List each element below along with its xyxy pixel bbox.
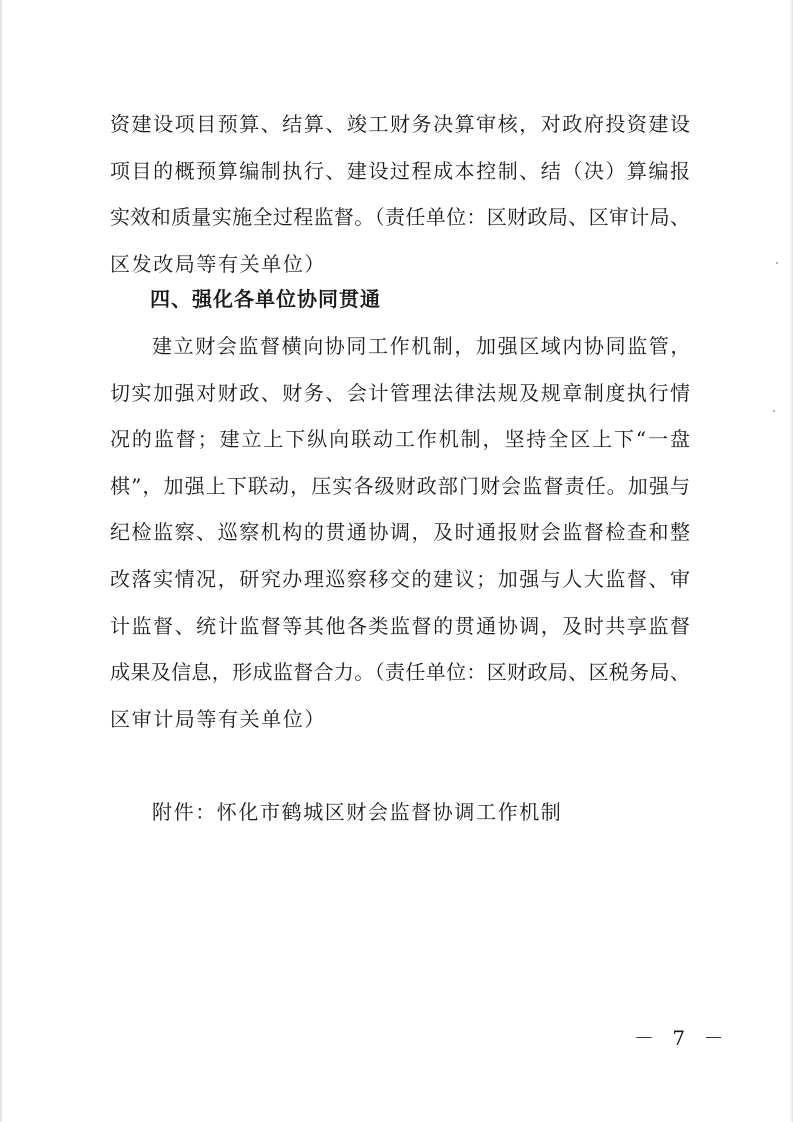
body-line: 项目的概预算编制执行、建设过程成本控制、结（决）算编报	[110, 159, 690, 183]
body-line: 改落实情况，研究办理巡察移交的建议；加强与人大监督、审	[110, 567, 690, 591]
body-line: 切实加强对财政、财务、会计管理法律法规及规章制度执行情	[110, 381, 690, 405]
body-line: 区发改局等有关单位）	[110, 252, 326, 276]
scan-speck	[773, 410, 775, 412]
scan-edge-left	[0, 0, 3, 1122]
section-heading: 四、强化各单位协同贯通	[150, 287, 381, 311]
attachment-note: 附件：怀化市鹤城区财会监督协调工作机制	[152, 800, 563, 824]
body-line: 纪检监察、巡察机构的贯通协调，及时通报财会监督检查和整	[110, 520, 690, 544]
page-number: － 7 －	[634, 1026, 730, 1050]
body-line: 成果及信息，形成监督合力。（责任单位：区财政局、区税务局、	[110, 660, 690, 684]
paragraph-first-line: 建立财会监督横向协同工作机制，加强区域内协同监管，	[152, 334, 692, 358]
body-line: 计监督、统计监督等其他各类监督的贯通协调，及时共享监督	[110, 614, 690, 638]
body-line: 区审计局等有关单位）	[110, 707, 326, 731]
body-line: 资建设项目预算、结算、竣工财务决算审核，对政府投资建设	[110, 112, 690, 136]
body-line: 实效和质量实施全过程监督。（责任单位：区财政局、区审计局、	[110, 205, 690, 229]
body-line: 况的监督；建立上下纵向联动工作机制，坚持全区上下“一盘	[110, 427, 690, 451]
scan-speck	[776, 262, 778, 264]
body-line: 棋”，加强上下联动，压实各级财政部门财会监督责任。加强与	[110, 474, 690, 498]
